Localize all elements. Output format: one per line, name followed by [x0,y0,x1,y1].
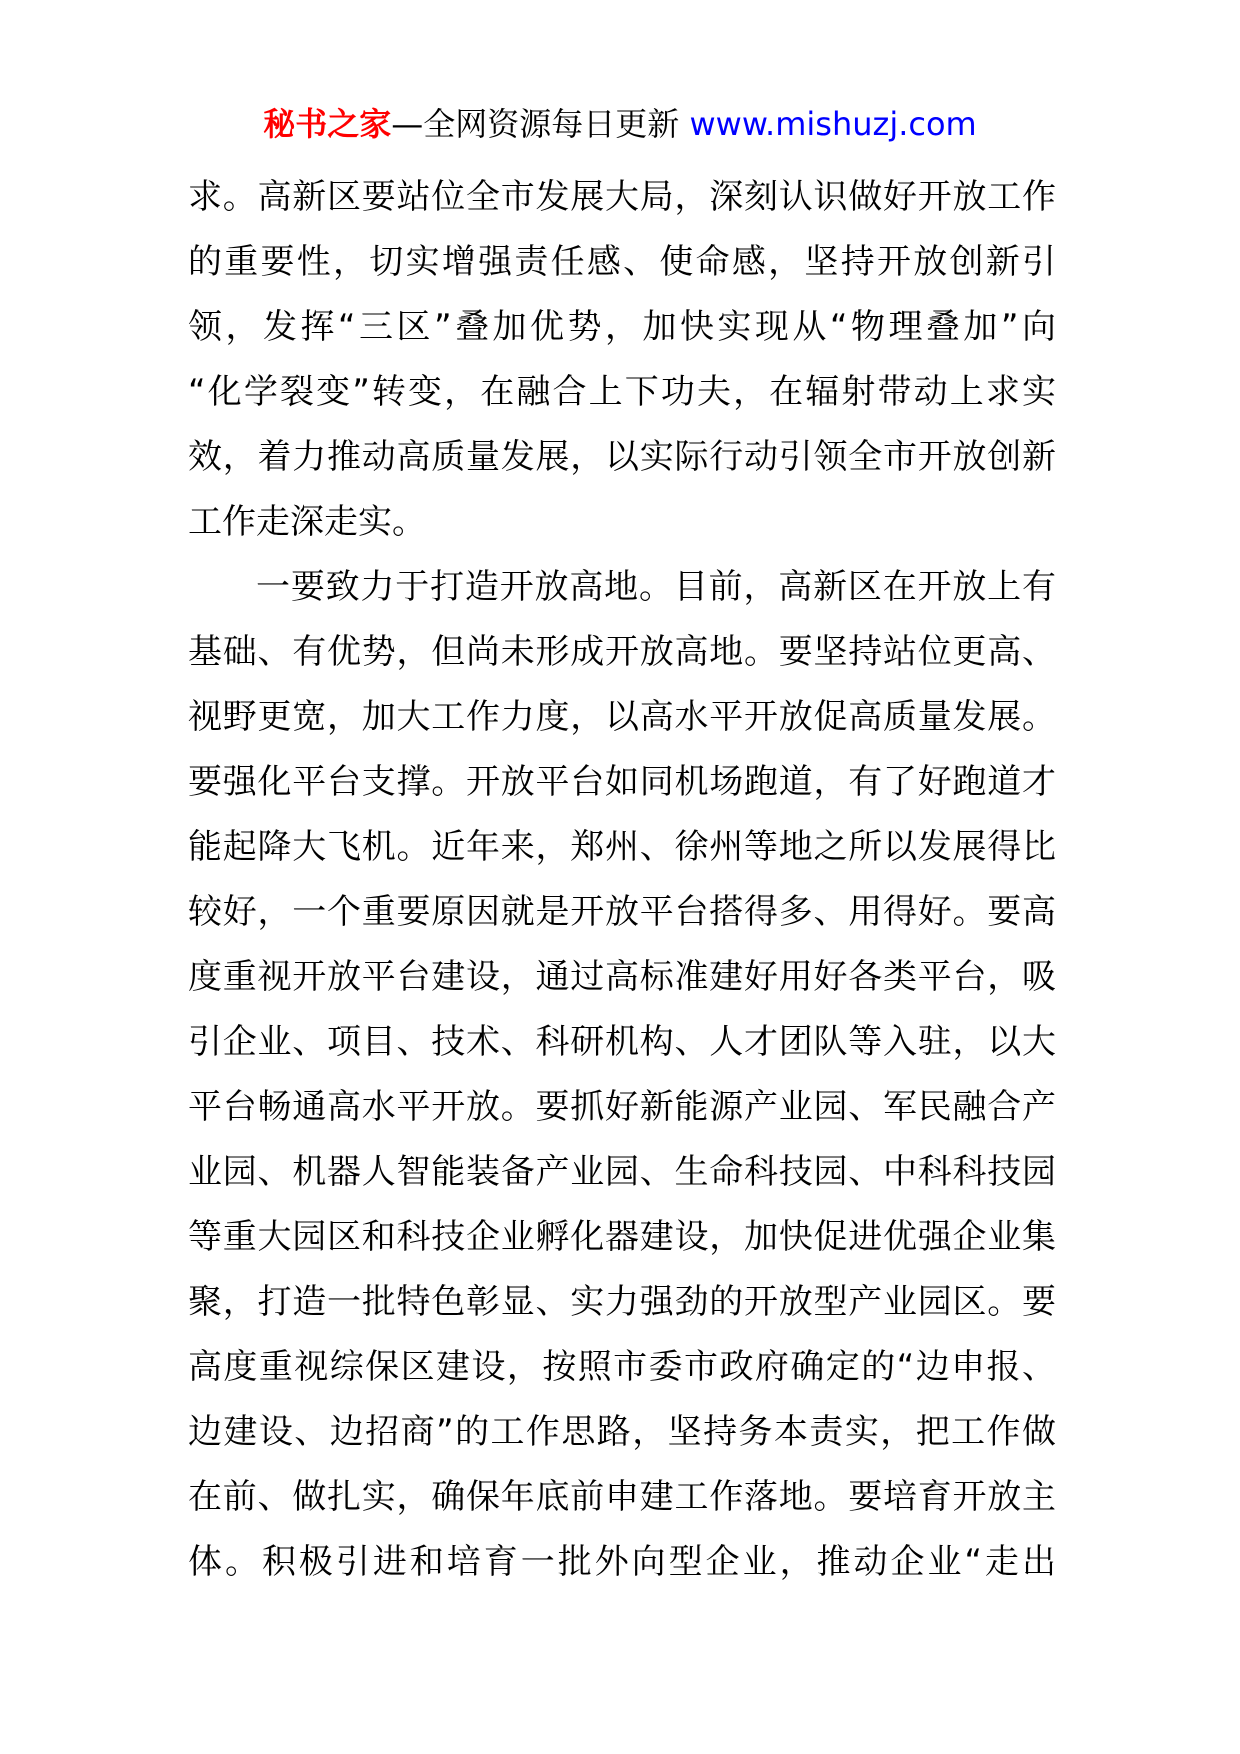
text-line: “化学裂变”转变，在融合上下功夫，在辐射带动上求实 [188,372,1056,412]
text-line: 引企业、项目、技术、科研机构、人才团队等入驻，以大 [188,1022,1056,1062]
text-line: 视野更宽，加大工作力度，以高水平开放促高质量发展。 [188,697,1056,737]
text-line: 能起降大飞机。近年来，郑州、徐州等地之所以发展得比 [188,827,1056,867]
paragraph-start-line: 一要致力于打造开放高地。目前，高新区在开放上有 [256,567,1056,607]
text-line: 在前、做扎实，确保年底前申建工作落地。要培育开放主 [188,1477,1056,1517]
text-line: 工作走深走实。 [188,502,426,542]
text-line: 较好，一个重要原因就是开放平台搭得多、用得好。要高 [188,892,1056,932]
text-line: 体。积极引进和培育一批外向型企业，推动企业“走出 [188,1542,1056,1582]
document-body [188,165,1056,1595]
text-line: 基础、有优势，但尚未形成开放高地。要坚持站位更高、 [188,632,1056,672]
text-line: 业园、机器人智能装备产业园、生命科技园、中科科技园 [188,1152,1056,1192]
text-line: 领，发挥“三区”叠加优势，加快实现从“物理叠加”向 [188,307,1056,347]
text-line: 的重要性，切实增强责任感、使命感，坚持开放创新引 [188,242,1056,282]
text-line: 效，着力推动高质量发展，以实际行动引领全市开放创新 [188,437,1056,477]
text-line: 要强化平台支撑。开放平台如同机场跑道，有了好跑道才 [188,762,1056,802]
site-url-link[interactable]: www.mishuzj.com [689,105,977,143]
text-line: 平台畅通高水平开放。要抓好新能源产业园、军民融合产 [188,1087,1056,1127]
site-header [0,104,1240,144]
text-line: 聚，打造一批特色彰显、实力强劲的开放型产业园区。要 [188,1282,1056,1322]
text-line: 等重大园区和科技企业孵化器建设，加快促进优强企业集 [188,1217,1056,1257]
brand-name: 秘书之家 [263,105,392,143]
text-line: 高度重视综保区建设，按照市委市政府确定的“边申报、 [188,1347,1056,1387]
text-line: 求。高新区要站位全市发展大局，深刻认识做好开放工作 [188,177,1056,217]
text-line: 度重视开放平台建设，通过高标准建好用好各类平台，吸 [188,957,1056,997]
header-slogan: —全网资源每日更新 [391,105,690,143]
text-line: 边建设、边招商”的工作思路，坚持务本责实，把工作做 [188,1412,1056,1452]
